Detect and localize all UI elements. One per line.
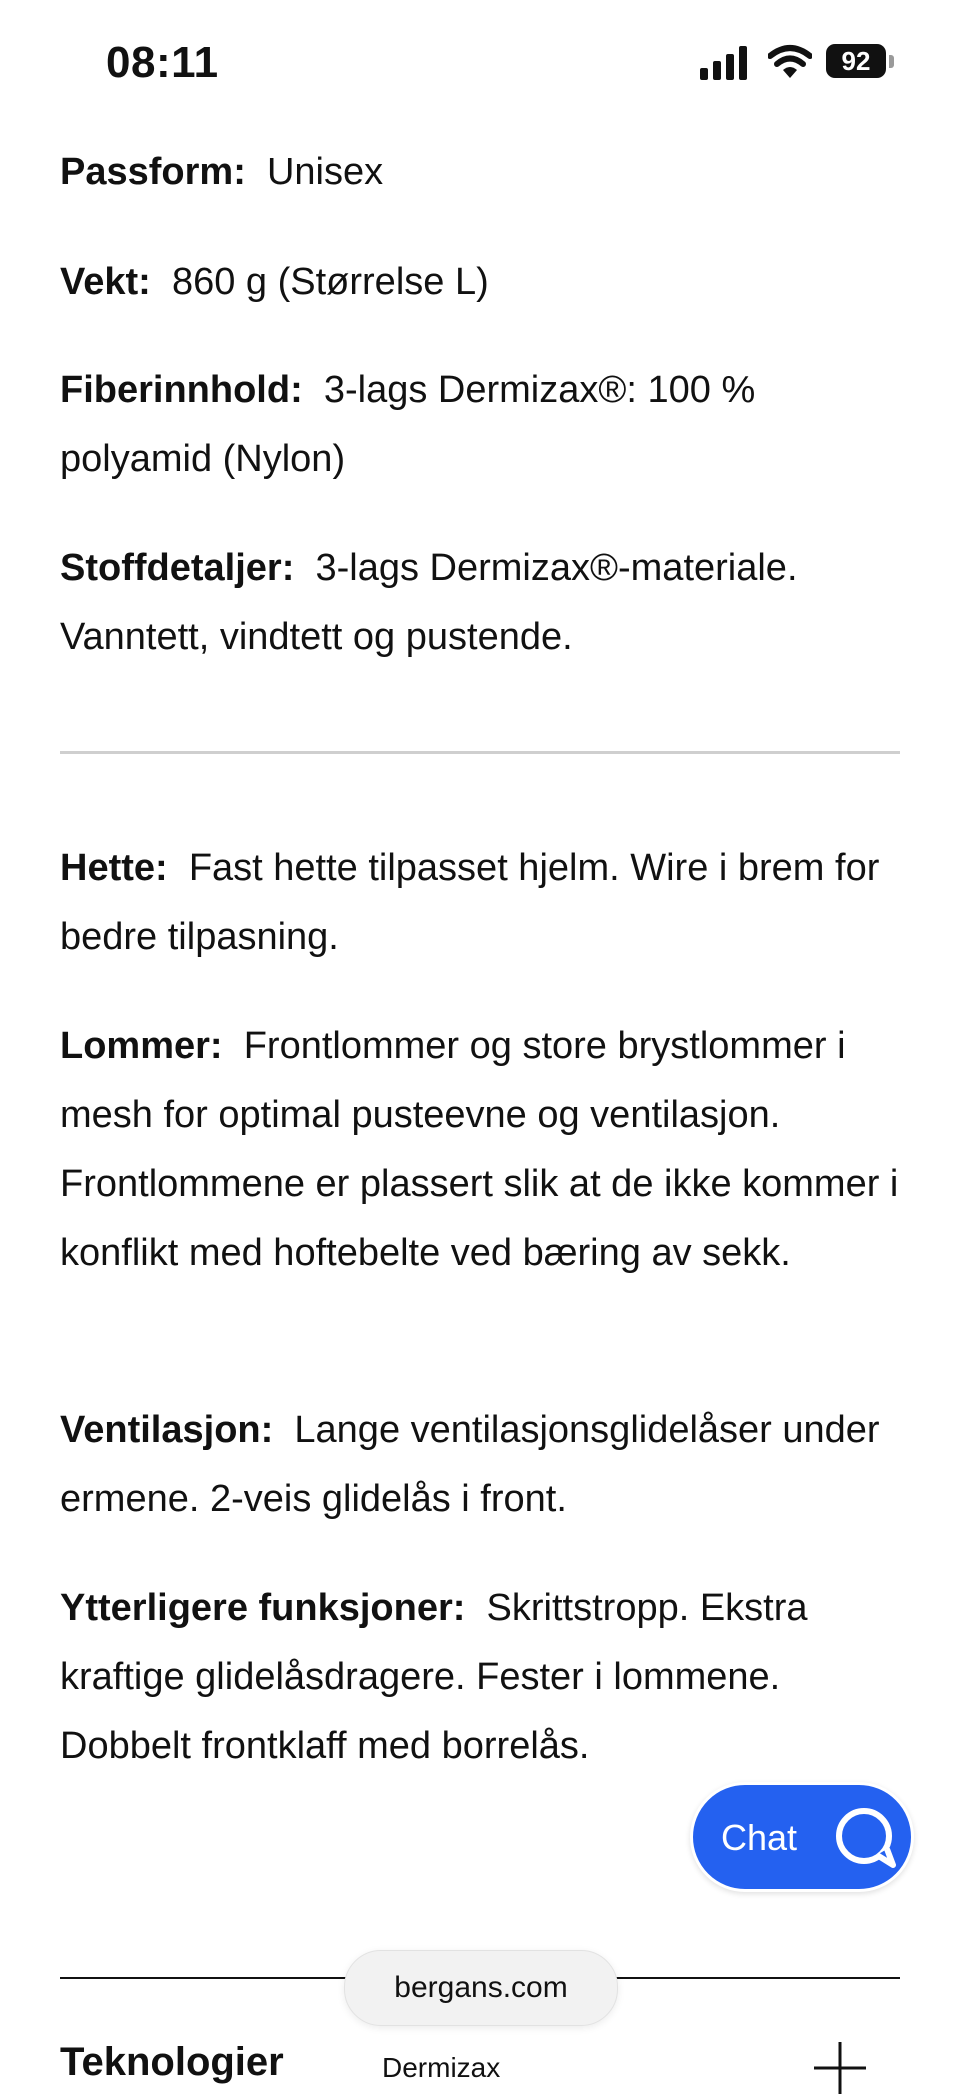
accordion-subtitle: Dermizax <box>382 2052 501 2083</box>
feature-label: Hette: <box>60 847 168 889</box>
spec-passform <box>60 138 910 207</box>
feature-label: Ytterligere funksjoner: <box>60 1587 466 1629</box>
spec-value: Unisex <box>266 151 384 193</box>
spec-label: Fiberinnhold: <box>60 369 303 411</box>
chat-button[interactable] <box>690 1782 914 1892</box>
spec-label: Stoffdetaljer: <box>60 547 295 589</box>
status-bar <box>0 0 960 120</box>
feature-label: Ventilasjon: <box>60 1409 274 1451</box>
battery-icon <box>826 44 896 80</box>
status-time: 08:11 <box>106 38 219 87</box>
spec-value: 3-lags Dermizax®-materiale. Vanntett, vindtett og pustende. <box>60 547 798 658</box>
signal-icon <box>700 46 750 80</box>
spec-fiberinnhold <box>60 356 910 494</box>
feature-ventilasjon <box>60 1396 910 1534</box>
spec-vekt <box>60 248 910 317</box>
accordion-title-teknologier[interactable]: Teknologier <box>60 2040 284 2084</box>
browser-url-bar[interactable]: bergans.com <box>344 1950 618 2026</box>
spec-stoffdetaljer <box>60 534 910 672</box>
chat-bubble-icon <box>833 1805 899 1871</box>
spec-value: 860 g (Størrelse L) <box>171 261 489 303</box>
feature-ytterligere <box>60 1574 910 1781</box>
spec-label: Passform: <box>60 151 246 193</box>
feature-lommer <box>60 1012 910 1288</box>
section-divider <box>60 751 900 754</box>
feature-value: Fast hette tilpasset hjelm. Wire i brem for bedre tilpasning. <box>60 847 880 958</box>
battery-level: 92 <box>826 44 886 78</box>
feature-value: Skrittstropp. Ekstra kraftige glidelåsdragere. Fester i lommene. Dobbelt frontklaff med borrelås. <box>60 1587 808 1767</box>
plus-icon[interactable] <box>812 2040 868 2096</box>
feature-value: Lange ventilasjonsglidelåser under ermene. 2-veis glidelås i front. <box>60 1409 880 1520</box>
spec-value: 3-lags Dermizax®: 100 % polyamid (Nylon) <box>60 369 756 480</box>
feature-label: Lommer: <box>60 1025 223 1067</box>
spec-label: Vekt: <box>60 261 151 303</box>
feature-hette <box>60 834 910 972</box>
battery-tip <box>889 55 894 68</box>
feature-value: Frontlommer og store brystlommer i mesh for optimal pusteevne og ventilasjon. Frontlommene er plassert slik at de ikke kommer i konflikt med hoftebelte ved bæring av sekk. <box>60 1025 899 1274</box>
wifi-icon <box>768 44 812 80</box>
chat-label: Chat <box>721 1817 798 1858</box>
